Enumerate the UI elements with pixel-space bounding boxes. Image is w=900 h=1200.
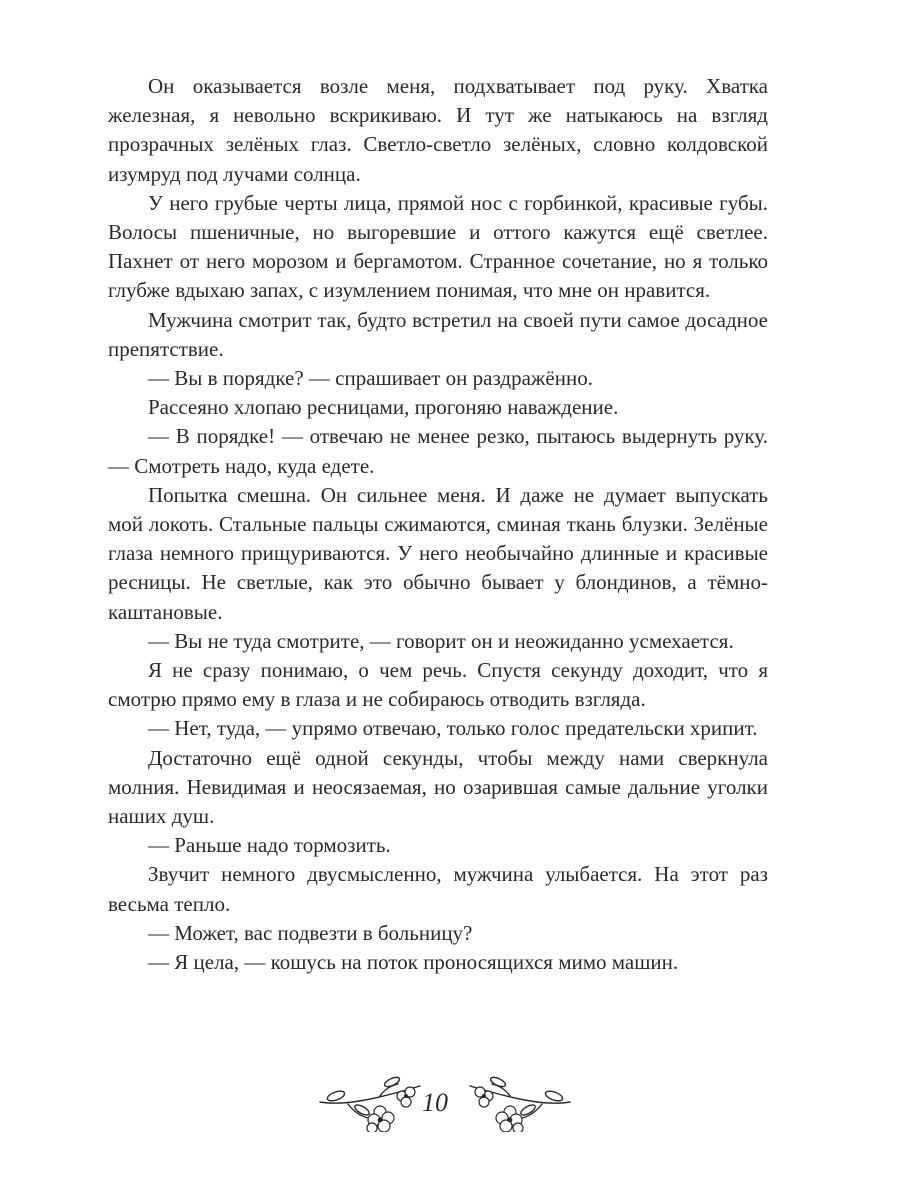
paragraph-15: — Я цела, — кошусь на поток проносящихся мимо машин. [148,950,679,975]
paragraph-9: Я не сразу понимаю, о чем речь. Спустя секунду доходит, что я смотрю прямо ему в глаза и не собираюсь отводить взгляда. [108,658,768,712]
paragraph-2: У него грубые черты лица, прямой нос с горбинкой, красивые губы. Волосы пшеничные, но выгоревшие и оттого кажутся ещё светлее. Пахнет от него морозом и бергамотом. Странное сочетание, но я только глубже вдыхаю запах, с изумлением понимая, что мне он нравится. [108,190,768,303]
paragraph-12: — Раньше надо тормозить. [148,833,391,858]
paragraph-7: Попытка смешна. Он сильнее меня. И даже не думает выпускать мой локоть. Стальные пальцы сжимаются, сминая ткань блузки. Зелёные глаза немного прищуриваются. У него необычайно длинные и красивые ресницы. Не светлые, как это обычно бывает у блондинов, а тёмно-каштановые. [108,482,768,624]
page-footer [0,1072,900,1142]
paragraph-3: Мужчина смотрит так, будто встретил на своей пути самое досадное препятствие. [108,307,768,361]
paragraph-1: Он оказывается возле меня, подхватывает под руку. Хватка железная, я невольно вскрикиваю. И тут же натыкаюсь на взгляд прозрачных зелёных глаз. Светло-светло зелёных, словно колдовской изумруд под лучами солнца. [108,74,768,186]
paragraph-14: — Может, вас подвезти в больницу? [148,920,473,945]
paragraph-6: — В порядке! — отвечаю не менее резко, пытаюсь выдернуть руку. — Смотреть надо, куда едете. [108,424,768,478]
paragraph-5: Рассеяно хлопаю ресницами, прогоняю наваждение. [148,395,619,420]
paragraph-11: Достаточно ещё одной секунды, чтобы между нами сверкнула молния. Невидимая и неосязаемая, но озарившая самые дальние уголки наших душ. [108,745,768,829]
paragraph-13: Звучит немного двусмысленно, мужчина улыбается. На этот раз весьма тепло. [108,862,768,916]
paragraph-10: — Нет, туда, — упрямо отвечаю, только голос предательски хрипит. [148,716,758,741]
book-page-text [108,72,768,977]
page-number: 10 [422,1088,448,1117]
paragraph-8: — Вы не туда смотрите, — говорит он и неожиданно усмехается. [148,628,734,653]
flower-branch-icon [462,1072,572,1132]
paragraph-4: — Вы в порядке? — спрашивает он раздражённо. [148,366,593,391]
